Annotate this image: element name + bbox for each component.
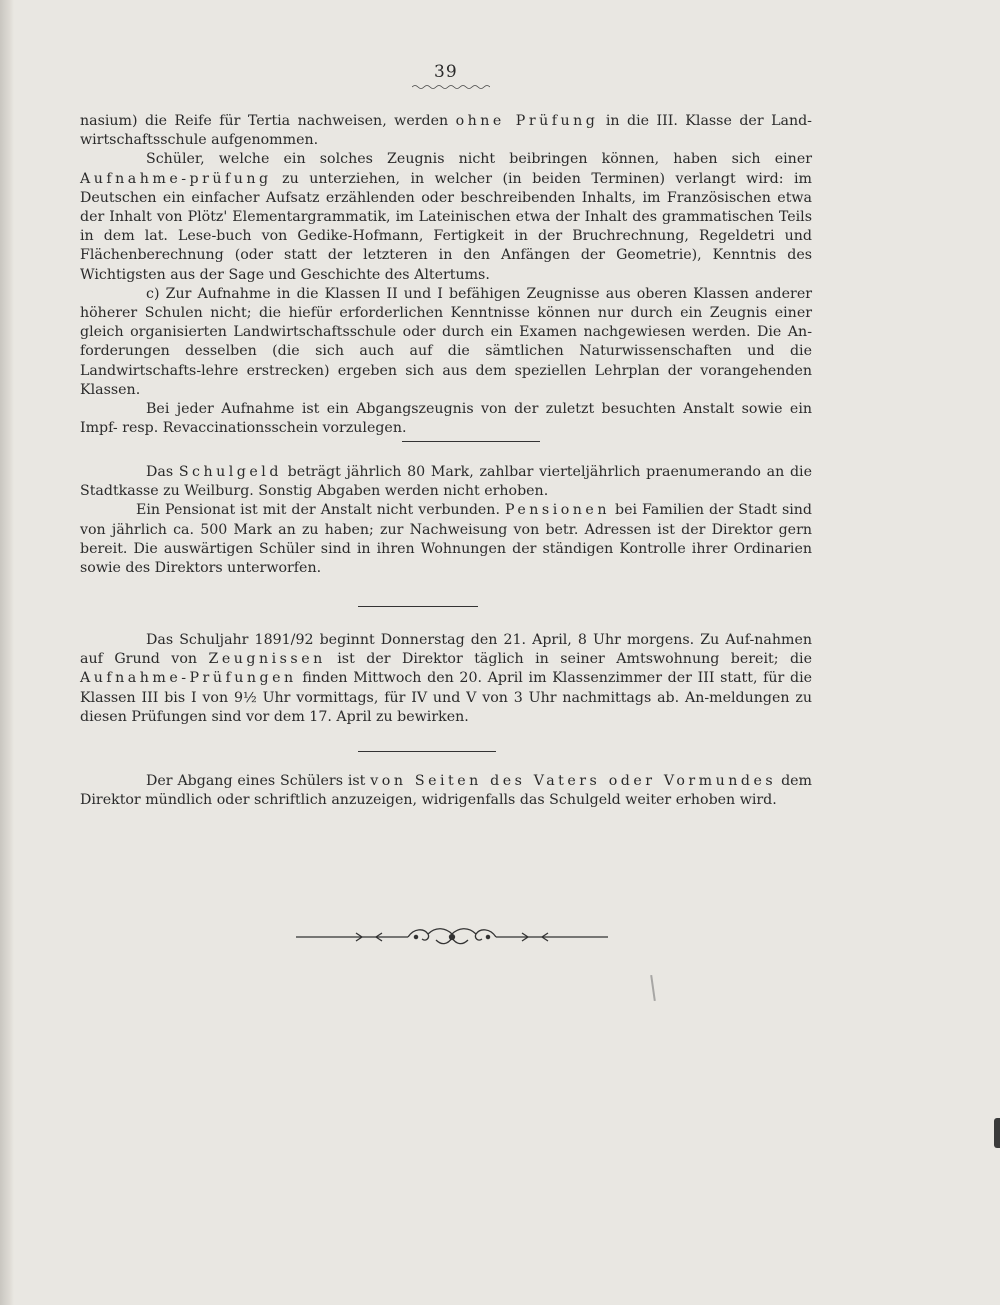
- text-span: nasium) die Reife für Tertia nachweisen, werden: [80, 113, 449, 129]
- paragraph-withdrawal: [80, 772, 812, 810]
- page-smudge: [650, 975, 656, 1001]
- binding-gutter: [0, 0, 14, 1305]
- section-divider: [402, 441, 540, 442]
- section-divider: [358, 751, 496, 752]
- withdrawal-section: [80, 772, 812, 810]
- spaced-text: Aufnahme-prüfung: [80, 170, 272, 187]
- paragraph-upper-classes: c) Zur Aufnahme in die Klassen II und I befähigen Zeugnisse aus oberen Klassen anderer höherer Schulen nicht; die hiefür erforderlichen Kenntnisse können nur durch ein Zeugnis einer gleich organisierten Landwirtschaftsschule oder durch ein Examen nachgewiesen werden. Die An-forderungen desselben (die sich auch auf die sämtlichen Naturwissenschaften und die Landwirtschafts-lehre erstrecken) ergeben sich aus dem speziellen Lehrplan der vorangehenden Klassen.: [80, 285, 812, 398]
- spaced-text: Zeugnissen: [208, 651, 326, 668]
- text-span: bei Familien der Stadt sind von jährlich ca. 500 Mark an zu haben; zur Nachweisung von betr. Adressen ist der Direktor gern bereit. Die auswärtigen Schüler sind in ihren Wohnungen der ständigen Kontrolle ihrer Ordinarien sowie des Direktors unterworfen.: [80, 502, 813, 577]
- text-span: finden Mittwoch den 20. April im Klassenzimmer der III statt, für die Klassen III bis I von 9½ Uhr vormittags, für IV und V von 3 Uhr nachmittags ab. An-meldungen zu diesen Prüfungen sind vor dem 17. April zu bewirken.: [80, 670, 813, 725]
- spaced-text: ohne Prüfung: [455, 113, 599, 129]
- tuition-section: [80, 463, 812, 578]
- spaced-text: Schulgeld: [178, 464, 282, 480]
- paragraph-boarding: [80, 501, 812, 578]
- edge-mark: [994, 1118, 1000, 1148]
- text-span: Das: [146, 464, 174, 480]
- text-span: Ein Pensionat ist mit der Anstalt nicht verbunden.: [136, 502, 500, 519]
- paragraph-tertia: [80, 112, 812, 150]
- spaced-text: von Seiten des Vaters oder Vormundes: [370, 773, 777, 789]
- spaced-text: Aufnahme-Prüfungen: [80, 670, 297, 687]
- text-span: dem Direktor mündlich oder schriftlich anzuzeigen, widrigenfalls das Schulgeld weiter erhoben wird.: [80, 773, 812, 809]
- text-span: Das Schuljahr 1891/92 beginnt Donnerstag den 21. April, 8 Uhr morgens. Zu Auf-nahmen auf Grund von: [80, 632, 812, 668]
- section-divider: [358, 606, 478, 607]
- text-span: Schüler, welche ein solches Zeugnis nicht beibringen können, haben sich einer: [146, 151, 812, 168]
- paragraph-entrance-exam: [80, 150, 812, 284]
- spaced-text: Pensionen: [504, 502, 610, 519]
- school-year-section: [80, 631, 812, 727]
- admission-section: [80, 112, 812, 438]
- ornament-divider-icon: [296, 924, 608, 950]
- paragraph-certificates: Bei jeder Aufnahme ist ein Abgangszeugnis von der zuletzt besuchten Anstalt sowie ein Impf- resp. Revaccinationsschein vorzulegen.: [80, 401, 812, 437]
- paragraph-tuition: [80, 463, 812, 501]
- page-number-wave-rule: [412, 84, 490, 90]
- text-span: ist der Direktor täglich in seiner Amtswohnung bereit; die: [337, 651, 812, 668]
- page-number: 39: [434, 62, 458, 82]
- text-span: beträgt jährlich 80 Mark, zahlbar vierteljährlich praenumerando an die Stadtkasse zu Weilburg. Sonstig Abgaben werden nicht erhoben.: [80, 464, 812, 500]
- text-span: zu unterziehen, in welcher (in beiden Terminen) verlangt wird: im Deutschen ein einfacher Aufsatz erzählenden oder beschreibenden Inhalts, im Französischen etwa der Inhalt von Plötz' Elementargrammatik, im Lateinischen etwa der Inhalt des grammatischen Teils in dem lat. Lese-buch von Gedike-Hofmann, Fertigkeit in der Bruchrechnung, Regeldetri und Flächenberechnung (oder statt der letzteren in den Anfängen der Geometrie), Kenntnis des Wichtigsten aus der Sage und Geschichte des Altertums.: [80, 170, 812, 283]
- text-span: in die III. Klasse der Land-wirtschaftsschule aufgenommen.: [80, 113, 812, 149]
- text-span: Der Abgang eines Schülers ist: [146, 773, 366, 789]
- paragraph-school-year: [80, 631, 812, 727]
